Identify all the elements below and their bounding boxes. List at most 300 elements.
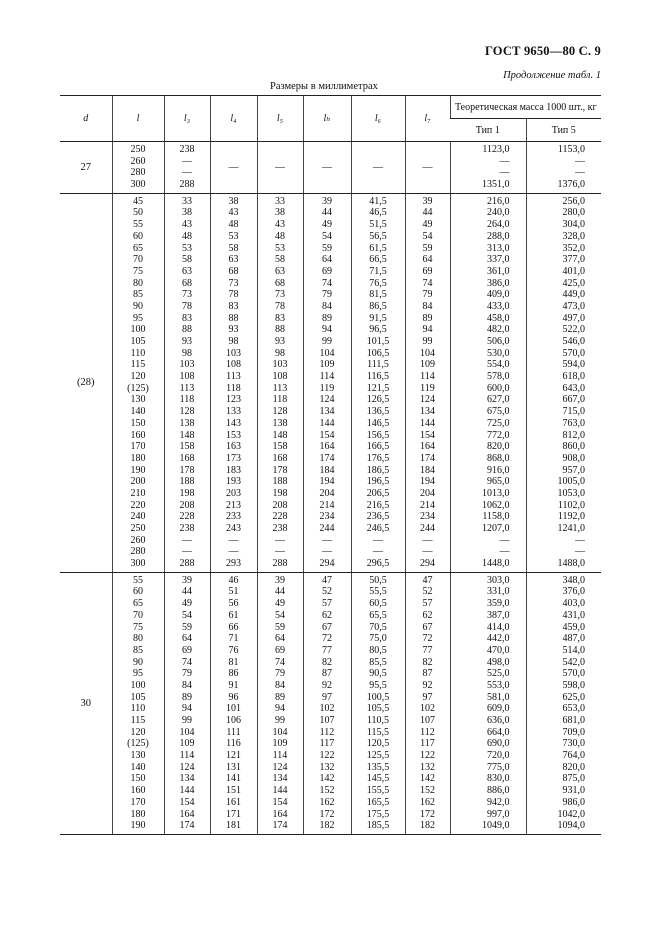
cell-value: 288 [272,558,288,570]
cell-value: 73 [182,289,192,301]
cell-value: 228 [272,511,288,523]
cell-d: 30 [60,572,112,834]
cell-value: 860,0 [562,441,586,453]
cell-value: 1488,0 [557,558,586,570]
cell-value: 79 [322,289,332,301]
cell-value: 303,0 [487,574,510,586]
cell-value: 530,0 [487,347,510,359]
cell-value: 1376,0 [557,179,586,191]
row-group-d-28 [60,193,601,572]
cell-value: 214 [319,499,335,511]
cell-value: 144 [179,785,195,797]
cell-value: 250 [130,523,146,534]
cell-value: 233 [226,511,241,523]
cell-value: — [422,546,433,558]
col-header-l5: l₅ [257,96,303,142]
cell-value: 763,0 [562,417,586,429]
cell-value: 720,0 [487,750,510,762]
cell-value: 830,0 [487,773,510,785]
cell-value: 667,0 [562,394,586,406]
cell-lh [303,193,351,572]
col-header-mass: Теоретическая масса 1000 шт., кг [450,96,601,119]
cell-value: 1153,0 [557,144,586,155]
cell-value: 33 [182,195,192,207]
cell-value: 186,5 [366,464,390,476]
cell-value: 91,5 [369,312,387,324]
cell-value: 148 [179,429,195,441]
cell-value: 166,5 [366,441,390,453]
cell-value: 75 [133,265,143,277]
cell-value: 114 [179,750,195,762]
cell-value: 118 [179,394,195,406]
cell-value: 88 [182,324,192,336]
cell-value: 77 [422,644,433,656]
cell-value: 1094,0 [557,820,586,832]
col-header-l7: l₇ [405,96,450,142]
cell-value: 280 [130,546,146,558]
cell-value: 165,5 [366,796,390,808]
cell-value: 76,5 [369,277,387,289]
cell-value: 449,0 [562,289,586,301]
cell-value: 1123,0 [482,144,510,155]
cell-value: 643,0 [562,382,586,394]
cell-value: 182 [319,820,335,832]
cell-value: 64 [322,254,332,266]
cell-value: 70 [133,254,143,266]
cell-value: 170 [130,441,146,453]
cell-value: 553,0 [487,679,510,691]
cell-value: 196,5 [366,476,390,488]
cell-t1 [450,572,526,834]
cell-value: — [182,546,192,558]
cell-value: 96 [228,691,239,703]
cell-value: 62 [422,609,433,621]
cell-value: 174 [179,820,195,832]
cell-value: 409,0 [487,289,510,301]
cell-value: 916,0 [487,464,510,476]
cell-value: 78 [182,300,192,312]
cell-value: 190 [130,464,146,476]
cell-value: 71,5 [369,265,387,277]
cell-value: 104 [179,726,195,738]
cell-value: 154 [179,796,195,808]
cell-value: — [373,534,383,546]
cell-value: 554,0 [487,359,510,371]
cell-value: 79 [422,289,433,301]
cell-t5 [526,193,601,572]
cell-value: 49 [322,219,332,231]
cell-value: 103 [226,347,241,359]
col-header-l: l [112,96,164,142]
cell-value: 328,0 [562,230,586,242]
cell-value: 85,5 [369,656,387,668]
table-row [60,572,601,834]
cell-value: 174 [420,452,435,464]
cell-value: 868,0 [487,452,510,464]
cell-value: 171 [226,808,241,820]
cell-value: 313,0 [487,242,510,254]
cell-value: 50 [133,207,143,219]
cell-value: 86,5 [369,300,387,312]
cell-value: 95,5 [369,679,387,691]
cell-value: 125,5 [366,750,390,762]
cell-value: 152 [420,785,435,797]
cell-l6 [351,572,405,834]
cell-value: 162 [319,796,335,808]
cell-value: 234 [319,511,335,523]
cell-t1 [450,193,526,572]
cell-value: 54 [182,609,192,621]
dimensions-table [60,95,601,835]
cell-value: 111 [226,726,241,738]
cell-value: 67 [422,621,433,633]
cell-value: 130 [130,750,146,762]
cell-value: 134 [319,406,335,418]
cell-value: 470,0 [487,644,510,656]
cell-value: 293 [226,558,241,570]
cell-value: 88 [275,324,285,336]
cell-value: 60 [133,586,143,598]
cell-value: 636,0 [487,715,510,726]
cell-value: 134 [420,406,435,418]
cell-value: — [228,546,239,558]
cell-value: 74 [275,656,285,668]
cell-l7 [405,142,450,194]
cell-value: 85 [133,289,143,301]
cell-value: 58 [228,242,239,254]
cell-value: 136,5 [366,406,390,418]
cell-value: 109 [319,359,335,371]
cell-value: 117 [319,738,335,750]
cell-value: 280 [130,167,146,179]
cell-value: 238 [179,523,195,534]
cell-value: 156,5 [366,429,390,441]
cell-value: 473,0 [562,300,586,312]
cell-value: 609,0 [487,703,510,715]
cell-value: 43 [275,219,285,231]
cell-value: 77 [322,644,332,656]
cell-value: 875,0 [562,773,586,785]
cell-value: 38 [182,207,192,219]
cell-value: — [228,534,239,546]
cell-value: 105,5 [366,703,390,715]
cell-value: 99 [182,715,192,726]
cell-value: 1005,0 [557,476,586,488]
col-header-type5: Тип 5 [526,119,601,142]
cell-value: 46 [228,574,239,586]
cell-value: 62 [322,609,332,621]
cell-value: 820,0 [487,441,510,453]
cell-value: 764,0 [562,750,586,762]
cell-value: 188 [179,476,195,488]
cell-value: 75,0 [369,633,387,645]
cell-value: — [228,161,239,173]
cell-value: 83 [228,300,239,312]
cell-value: 618,0 [562,371,586,383]
cell-value: — [373,161,383,173]
cell-value: 104 [319,347,335,359]
cell-value: 74 [322,277,332,289]
cell-value: 82 [322,656,332,668]
cell-value: (125) [127,738,149,750]
row-group-d-27 [60,142,601,194]
cell-value: 102 [420,703,435,715]
cell-t5 [526,572,601,834]
cell-value: 174 [319,452,335,464]
cell-value: 140 [130,761,146,773]
cell-value: 578,0 [487,371,510,383]
cell-value: 348,0 [562,574,586,586]
cell-value: 54 [322,230,332,242]
cell-value: 123 [226,394,241,406]
cell-value: 104 [272,726,288,738]
cell-value: 497,0 [562,312,586,324]
cell-value: 150 [130,417,146,429]
units-caption: Размеры в миллиметрах [270,81,378,92]
cell-value: 142 [420,773,435,785]
cell-l6 [351,193,405,572]
cell-value: 48 [182,230,192,242]
row-group-d-30 [60,572,601,834]
cell-l5 [257,193,303,572]
cell-value: 154 [319,429,335,441]
cell-value: 50,5 [369,574,387,586]
col-header-l3: l₃ [164,96,210,142]
cell-value: 210 [130,487,146,499]
cell-value: 1158,0 [482,511,510,523]
cell-value: 100 [130,679,146,691]
cell-value: 244 [319,523,335,534]
cell-value: 80,5 [369,644,387,656]
cell-value: 55,5 [369,586,387,598]
cell-value: 294 [420,558,435,570]
cell-value: 228 [179,511,195,523]
cell-value: 188 [272,476,288,488]
cell-value: 90,5 [369,668,387,680]
cell-value: 94 [422,324,433,336]
cell-value: 170 [130,796,146,808]
cell-value: 120,5 [366,738,390,750]
cell-value: 79 [275,668,285,680]
cell-value: 101 [226,703,241,715]
cell-value: 109 [272,738,288,750]
cell-value: 194 [420,476,435,488]
cell-value: 625,0 [562,691,586,703]
cell-value: 43 [228,207,239,219]
cell-value: — [322,534,332,546]
cell-value: 44 [275,586,285,598]
cell-value: 124 [272,761,288,773]
cell-value: 675,0 [487,406,510,418]
cell-value: 730,0 [562,738,586,750]
cell-value: 83 [182,312,192,324]
cell-value: 304,0 [562,219,586,231]
cell-value: 220 [130,499,146,511]
cell-value: 76 [228,644,239,656]
cell-value: — [499,534,510,546]
cell-l7 [405,572,450,834]
cell-value: 113 [272,382,288,394]
cell-value: 522,0 [562,324,586,336]
cell-value: — [275,546,285,558]
cell-value: 59 [422,242,433,254]
cell-value: 49 [182,598,192,610]
cell-value: 59 [322,242,332,254]
cell-value: 260 [130,534,146,546]
cell-t1 [450,142,526,194]
cell-value: — [499,167,510,179]
cell-value: 164 [272,808,288,820]
cell-l [112,193,164,572]
cell-value: 57 [422,598,433,610]
cell-value: 51,5 [369,219,387,231]
cell-value: 52 [422,586,433,598]
cell-value: 49 [275,598,285,610]
cell-value: 280,0 [562,207,586,219]
cell-value: 114 [420,371,435,383]
cell-value: — [499,546,510,558]
cell-value: 107 [420,715,435,726]
cell-l7 [405,193,450,572]
cell-l3 [164,142,210,194]
cell-value: 134 [179,773,195,785]
cell-value: 75 [133,621,143,633]
cell-value: 114 [319,371,335,383]
cell-value: 1192,0 [557,511,586,523]
cell-value: 38 [228,195,239,207]
cell-value: 110 [130,347,146,359]
cell-value: 997,0 [487,808,510,820]
cell-value: 243 [226,523,241,534]
cell-l4 [210,193,257,572]
cell-value: — [182,167,192,179]
cell-value: 152 [319,785,335,797]
cell-value: 109 [420,359,435,371]
cell-value: 1049,0 [482,820,510,832]
cell-value: 598,0 [562,679,586,691]
cell-value: 93 [275,336,285,347]
cell-l3 [164,572,210,834]
cell-value: 425,0 [562,277,586,289]
cell-value: 908,0 [562,452,586,464]
cell-value: 64 [422,254,433,266]
cell-value: 143 [226,417,241,429]
cell-value: 103 [179,359,195,371]
col-header-l6: l₆ [351,96,405,142]
cell-value: 337,0 [487,254,510,266]
cell-value: 78 [275,300,285,312]
cell-value: 715,0 [562,406,586,418]
cell-value: 53 [275,242,285,254]
cell-value: 47 [322,574,332,586]
cell-value: 250 [130,144,146,155]
cell-value: 81,5 [369,289,387,301]
cell-value: 103 [272,359,288,371]
cell-value: 185,5 [366,820,390,832]
cell-value: 164 [319,441,335,453]
cell-value: 39 [275,574,285,586]
cell-value: 184 [319,464,335,476]
cell-value: 55 [133,574,143,586]
cell-value: 118 [226,382,241,394]
cell-value: 150 [130,773,146,785]
cell-value: 140 [130,406,146,418]
cell-value: 84 [422,300,433,312]
cell-value: 296,5 [366,558,390,570]
cell-value: 820,0 [562,761,586,773]
cell-value: 95 [133,312,143,324]
cell-value: 84 [182,679,192,691]
cell-value: 132 [319,761,335,773]
cell-value: 1351,0 [482,179,510,191]
cell-value: 238 [179,144,195,155]
cell-value: 89 [275,691,285,703]
cell-value: 141 [226,773,241,785]
cell-value: — [182,155,192,167]
cell-value: 158 [179,441,195,453]
cell-value: 401,0 [562,265,586,277]
cell-value: 119 [420,382,435,394]
cell-value: 107 [319,715,335,726]
cell-value: 581,0 [487,691,510,703]
col-header-type1: Тип 1 [450,119,526,142]
cell-value: — [575,546,586,558]
cell-value: 61,5 [369,242,387,254]
cell-value: 204 [319,487,335,499]
cell-value: 38 [275,207,285,219]
cell-value: 78 [228,289,239,301]
table-row [60,142,601,194]
cell-value: 93 [228,324,239,336]
cell-value: — [322,161,332,173]
cell-value: 812,0 [562,429,586,441]
cell-value: 44 [182,586,192,598]
cell-value: — [322,546,332,558]
cell-value: 525,0 [487,668,510,680]
cell-value: 146,5 [366,417,390,429]
cell-value: 108 [179,371,195,383]
cell-value: 570,0 [562,347,586,359]
cell-value: 498,0 [487,656,510,668]
cell-value: 957,0 [562,464,586,476]
cell-value: 82 [422,656,433,668]
cell-value: 115,5 [366,726,390,738]
cell-value: 288 [179,558,195,570]
cell-value: 100,5 [366,691,390,703]
cell-value: 94 [182,703,192,715]
cell-value: 80 [133,633,143,645]
cell-value: 120 [130,371,146,383]
cell-l [112,142,164,194]
table-row [60,193,601,572]
cell-value: 69 [275,644,285,656]
cell-value: 482,0 [487,324,510,336]
cell-value: 86 [228,668,239,680]
cell-value: 112 [319,726,335,738]
cell-value: 200 [130,476,146,488]
cell-value: 1053,0 [557,487,586,499]
cell-value: 91 [228,679,239,691]
cell-value: 238 [272,523,288,534]
col-header-d: d [60,96,112,142]
cell-value: 931,0 [562,785,586,797]
cell-value: 183 [226,464,241,476]
cell-value: 246,5 [366,523,390,534]
cell-value: 178 [179,464,195,476]
cell-value: 627,0 [487,394,510,406]
cell-value: 664,0 [487,726,510,738]
cell-value: 161 [226,796,241,808]
